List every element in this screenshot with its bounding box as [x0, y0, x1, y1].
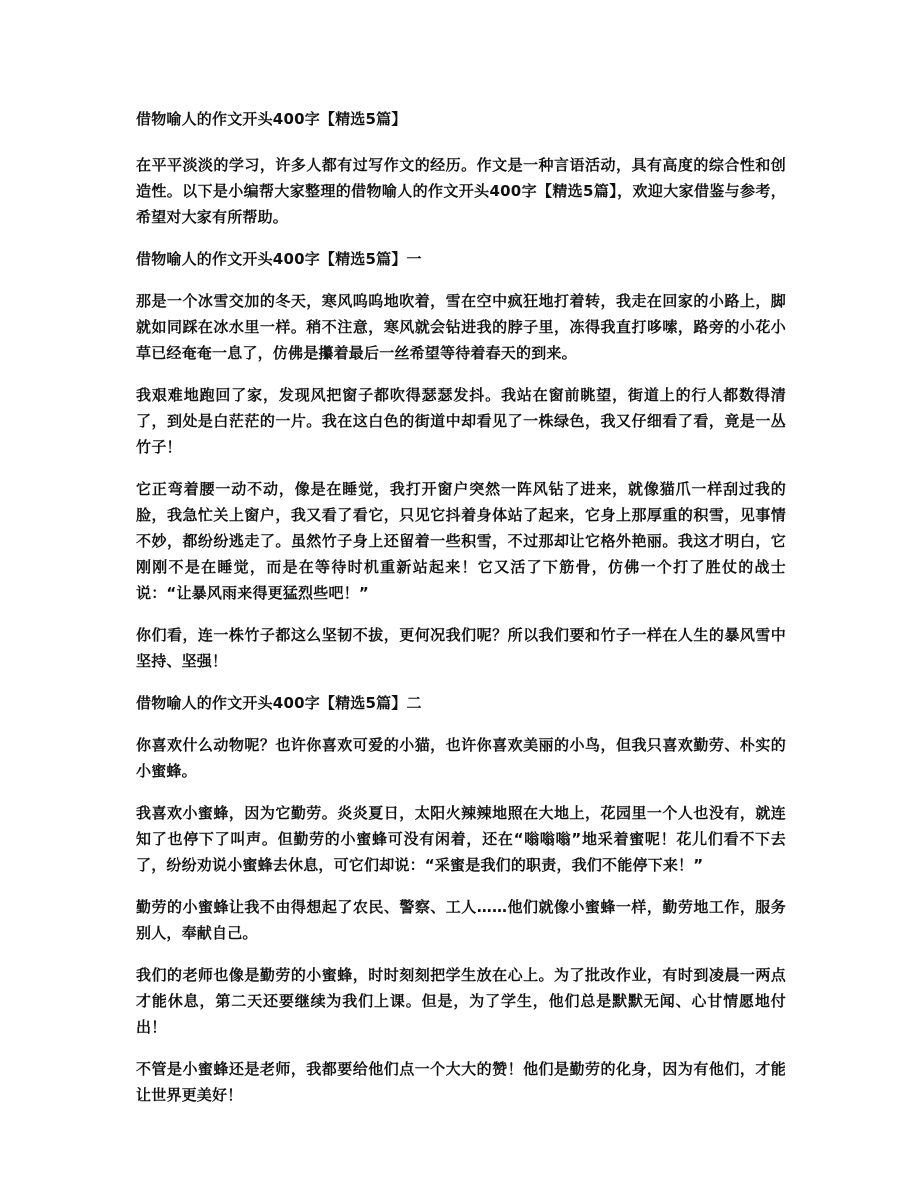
body-paragraph: 你们看，连一株竹子都这么坚韧不拔，更何况我们呢？所以我们要和竹子一样在人生的暴风雪中坚持、坚强！ — [136, 626, 786, 670]
document-title: 借物喻人的作文开头400字【精选5篇】 — [136, 110, 407, 128]
body-paragraph: 那是一个冰雪交加的冬天，寒风呜呜地吹着，雪在空中疯狂地打着转，我走在回家的小路上，脚就如同踩在冰水里一样。稍不注意，寒风就会钻进我的脖子里，冻得我直打哆嗦，路旁的小花小草已经奄奄一息了，仿佛是攥着最后一丝希望等待着春天的到来。 — [136, 292, 786, 362]
section-heading-two: 借物喻人的作文开头400字【精选5篇】二 — [136, 694, 422, 712]
intro-paragraph: 在平平淡淡的学习，许多人都有过写作文的经历。作文是一种言语活动，具有高度的综合性和创造性。以下是小编帮大家整理的借物喻人的作文开头400字【精选5篇】，欢迎大家借鉴与参考，希望对大家有所帮助。 — [136, 156, 786, 226]
body-paragraph: 我喜欢小蜜蜂，因为它勤劳。炎炎夏日，太阳火辣辣地照在大地上，花园里一个人也没有，就连知了也停下了叫声。但勤劳的小蜜蜂可没有闲着，还在“嗡嗡嗡”地采着蜜呢！花儿们看不下去了，纷纷劝说小蜜蜂去休息，可它们却说：“采蜜是我们的职责，我们不能停下来！” — [136, 804, 786, 874]
document-body — [136, 106, 786, 1124]
body-paragraph: 勤劳的小蜜蜂让我不由得想起了农民、警察、工人……他们就像小蜜蜂一样，勤劳地工作，服务别人，奉献自己。 — [136, 898, 786, 942]
body-paragraph: 你喜欢什么动物呢？也许你喜欢可爱的小猫，也许你喜欢美丽的小鸟，但我只喜欢勤劳、朴实的小蜜蜂。 — [136, 736, 786, 780]
body-paragraph: 它正弯着腰一动不动，像是在睡觉，我打开窗户突然一阵风钻了进来，就像猫爪一样刮过我的脸，我急忙关上窗户，我又看了看它，只见它抖着身体站了起来，它身上那厚重的积雪，见事情不妙，都纷纷逃走了。虽然竹子身上还留着一些积雪，不过那却让它格外艳丽。我这才明白，它刚刚不是在睡觉，而是在等待时机重新站起来！它又活了下筋骨，仿佛一个打了胜仗的战士说：“让暴风雨来得更猛烈些吧！” — [136, 480, 786, 602]
body-paragraph: 我艰难地跑回了家，发现风把窗子都吹得瑟瑟发抖。我站在窗前眺望，街道上的行人都数得清了，到处是白茫茫的一片。我在这白色的街道中却看见了一株绿色，我又仔细看了看，竟是一丛竹子！ — [136, 386, 786, 456]
body-paragraph: 我们的老师也像是勤劳的小蜜蜂，时时刻刻把学生放在心上。为了批改作业，有时到凌晨一两点才能休息，第二天还要继续为我们上课。但是，为了学生，他们总是默默无闻、心甘情愿地付出！ — [136, 966, 786, 1036]
body-paragraph: 不管是小蜜蜂还是老师，我都要给他们点一个大大的赞！他们是勤劳的化身，因为有他们，才能让世界更美好！ — [136, 1060, 786, 1104]
section-heading-one: 借物喻人的作文开头400字【精选5篇】一 — [136, 250, 422, 268]
